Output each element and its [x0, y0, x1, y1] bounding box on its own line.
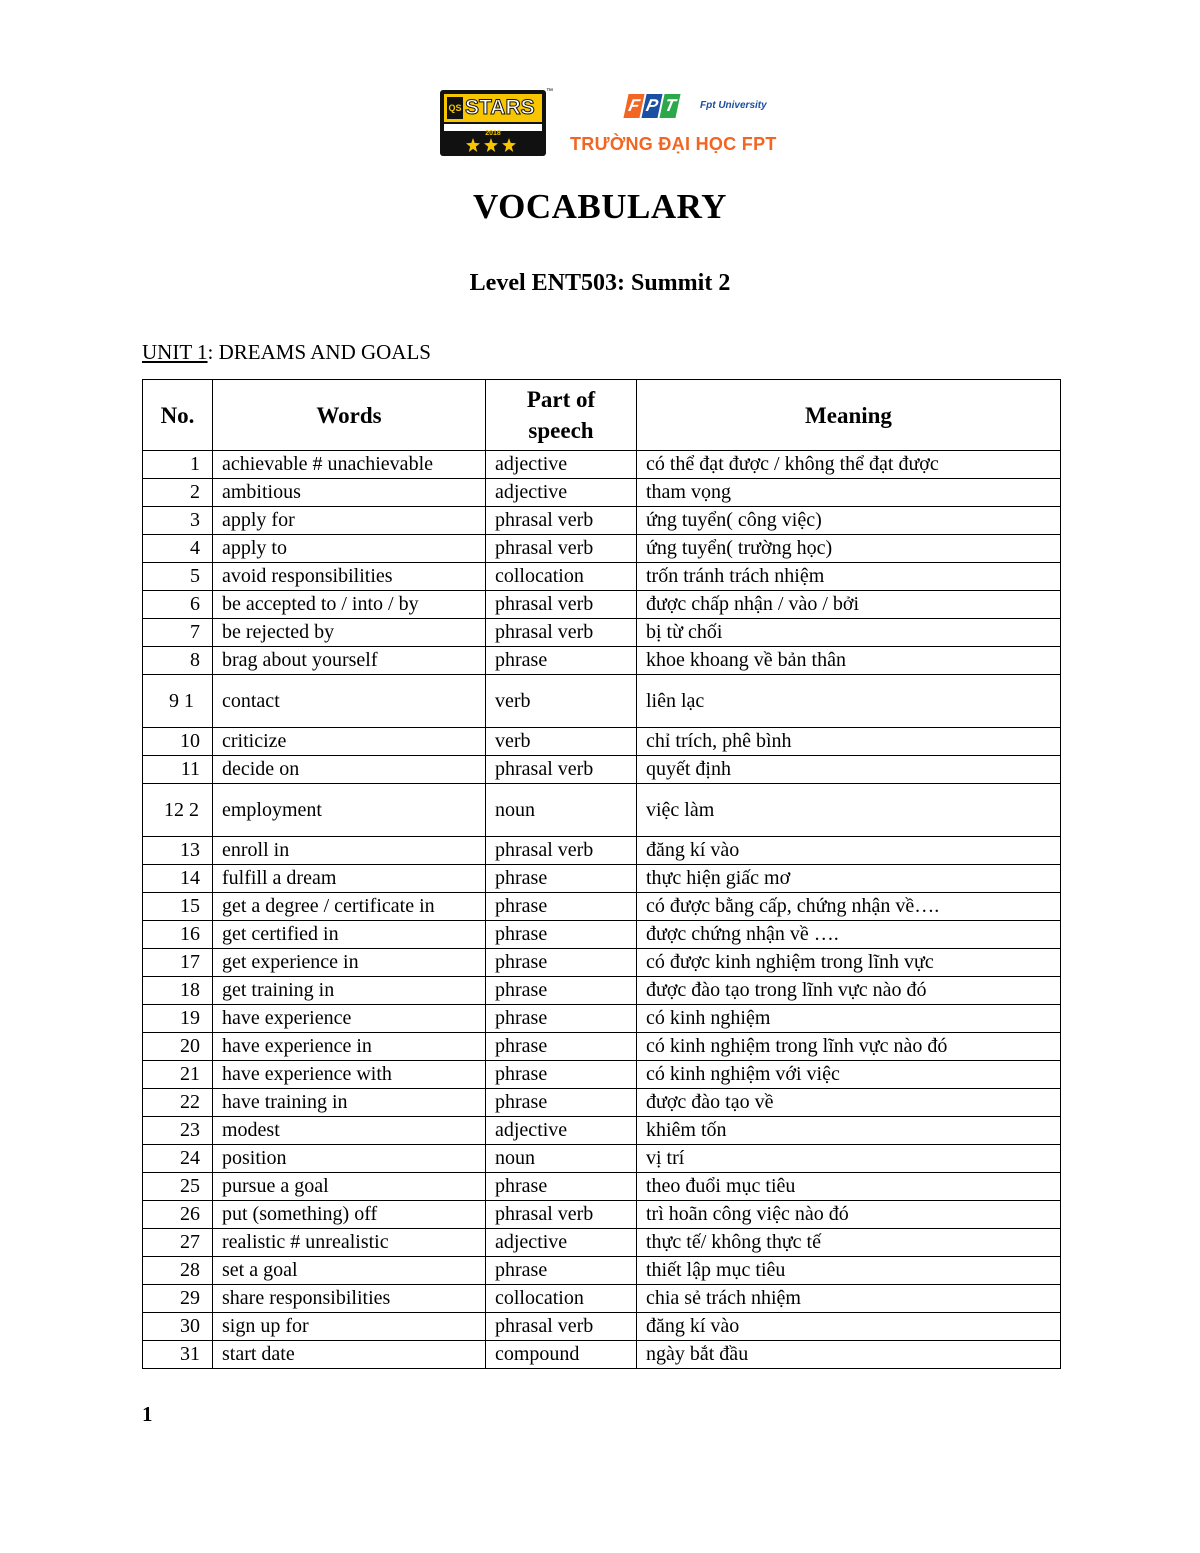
- cell-word: have experience with: [213, 1061, 486, 1089]
- cell-word: have experience in: [213, 1033, 486, 1061]
- level-subtitle: Level ENT503: Summit 2: [469, 270, 731, 296]
- cell-no: 30: [143, 1313, 213, 1341]
- header-no: No.: [143, 380, 213, 451]
- trademark-mark: ™: [546, 88, 553, 95]
- cell-no: 6: [143, 591, 213, 619]
- cell-meaning: vị trí: [637, 1145, 1061, 1173]
- cell-word: apply for: [213, 507, 486, 535]
- unit-name: DREAMS AND GOALS: [218, 340, 431, 364]
- fpt-block-t: T: [659, 94, 680, 118]
- stars-year: 2018: [485, 130, 501, 137]
- cell-word: fulfill a dream: [213, 865, 486, 893]
- qs-stars-logo: [440, 88, 553, 156]
- table-row: [143, 977, 1061, 1005]
- cell-no: 10: [143, 728, 213, 756]
- cell-no: 31: [143, 1341, 213, 1369]
- cell-word: share responsibilities: [213, 1285, 486, 1313]
- table-row: [143, 728, 1061, 756]
- cell-no: 16: [143, 921, 213, 949]
- cell-pos: adjective: [486, 1117, 637, 1145]
- cell-word: realistic # unrealistic: [213, 1229, 486, 1257]
- cell-no: 2: [143, 479, 213, 507]
- table-row: [143, 837, 1061, 865]
- cell-meaning: có thể đạt được / không thể đạt được: [637, 451, 1061, 479]
- cell-no: 3: [143, 507, 213, 535]
- header-words: Words: [213, 380, 486, 451]
- cell-word: get certified in: [213, 921, 486, 949]
- cell-pos: phrase: [486, 865, 637, 893]
- cell-meaning: trì hoãn công việc nào đó: [637, 1201, 1061, 1229]
- qs-mark: QS: [447, 97, 463, 119]
- cell-word: avoid responsibilities: [213, 563, 486, 591]
- table-row: [143, 1089, 1061, 1117]
- cell-meaning: có được bằng cấp, chứng nhận về….: [637, 893, 1061, 921]
- cell-meaning: quyết định: [637, 756, 1061, 784]
- cell-no: 26: [143, 1201, 213, 1229]
- cell-word: position: [213, 1145, 486, 1173]
- cell-pos: phrasal verb: [486, 619, 637, 647]
- cell-pos: phrasal verb: [486, 535, 637, 563]
- cell-word: decide on: [213, 756, 486, 784]
- table-row: [143, 1061, 1061, 1089]
- cell-pos: phrasal verb: [486, 1201, 637, 1229]
- header-part-of-speech: Part of speech: [486, 380, 637, 451]
- cell-no: 12 2: [143, 784, 213, 837]
- cell-word: ambitious: [213, 479, 486, 507]
- cell-pos: phrase: [486, 977, 637, 1005]
- star-icon: [502, 138, 516, 152]
- cell-no: 14: [143, 865, 213, 893]
- cell-pos: adjective: [486, 451, 637, 479]
- table-row: [143, 647, 1061, 675]
- table-row: [143, 591, 1061, 619]
- cell-pos: phrase: [486, 647, 637, 675]
- cell-meaning: có kinh nghiệm với việc: [637, 1061, 1061, 1089]
- cell-meaning: theo đuổi mục tiêu: [637, 1173, 1061, 1201]
- cell-meaning: được chấp nhận / vào / bởi: [637, 591, 1061, 619]
- unit-heading: [142, 340, 431, 365]
- cell-meaning: chỉ trích, phê bình: [637, 728, 1061, 756]
- cell-meaning: đăng kí vào: [637, 1313, 1061, 1341]
- cell-pos: phrasal verb: [486, 591, 637, 619]
- table-row: [143, 535, 1061, 563]
- cell-meaning: đăng kí vào: [637, 837, 1061, 865]
- cell-word: have experience: [213, 1005, 486, 1033]
- cell-word: achievable # unachievable: [213, 451, 486, 479]
- table-row: [143, 507, 1061, 535]
- cell-no: 1: [143, 451, 213, 479]
- cell-word: employment: [213, 784, 486, 837]
- table-row: [143, 949, 1061, 977]
- unit-separator: :: [207, 340, 219, 364]
- cell-word: criticize: [213, 728, 486, 756]
- cell-no: 7: [143, 619, 213, 647]
- cell-meaning: thực hiện giấc mơ: [637, 865, 1061, 893]
- star-icon: [484, 138, 498, 152]
- cell-no: 19: [143, 1005, 213, 1033]
- cell-meaning: ngày bắt đầu: [637, 1341, 1061, 1369]
- cell-meaning: việc làm: [637, 784, 1061, 837]
- table-row: [143, 865, 1061, 893]
- cell-meaning: có kinh nghiệm trong lĩnh vực nào đó: [637, 1033, 1061, 1061]
- cell-no: 5: [143, 563, 213, 591]
- cell-no: 11: [143, 756, 213, 784]
- cell-no: 8: [143, 647, 213, 675]
- fpt-university-text: Fpt University: [700, 100, 767, 111]
- table-row: [143, 451, 1061, 479]
- cell-no: 9 1: [143, 675, 213, 728]
- header-logos: [440, 90, 820, 162]
- table-row: [143, 675, 1061, 728]
- cell-pos: phrase: [486, 1061, 637, 1089]
- cell-no: 23: [143, 1117, 213, 1145]
- fpt-blocks: [623, 94, 682, 118]
- cell-pos: phrase: [486, 1173, 637, 1201]
- table-row: [143, 784, 1061, 837]
- cell-no: 28: [143, 1257, 213, 1285]
- vocabulary-table: [142, 379, 1061, 1369]
- table-row: [143, 1117, 1061, 1145]
- cell-no: 27: [143, 1229, 213, 1257]
- cell-meaning: được chứng nhận về ….: [637, 921, 1061, 949]
- table-header-row: [143, 380, 1061, 451]
- cell-word: sign up for: [213, 1313, 486, 1341]
- table-row: [143, 1341, 1061, 1369]
- table-row: [143, 1285, 1061, 1313]
- cell-word: be accepted to / into / by: [213, 591, 486, 619]
- cell-pos: adjective: [486, 1229, 637, 1257]
- table-row: [143, 563, 1061, 591]
- table-row: [143, 1005, 1061, 1033]
- cell-meaning: có kinh nghiệm: [637, 1005, 1061, 1033]
- table-row: [143, 1033, 1061, 1061]
- fpt-block-f: F: [623, 94, 644, 118]
- cell-no: 17: [143, 949, 213, 977]
- unit-label: UNIT 1: [142, 340, 208, 364]
- cell-no: 15: [143, 893, 213, 921]
- cell-word: get training in: [213, 977, 486, 1005]
- cell-pos: phrase: [486, 893, 637, 921]
- cell-no: 24: [143, 1145, 213, 1173]
- table-row: [143, 1201, 1061, 1229]
- cell-pos: phrasal verb: [486, 756, 637, 784]
- fpt-subtitle: TRƯỜNG ĐẠI HỌC FPT: [570, 134, 777, 154]
- table-row: [143, 479, 1061, 507]
- cell-word: be rejected by: [213, 619, 486, 647]
- table-row: [143, 1145, 1061, 1173]
- cell-word: start date: [213, 1341, 486, 1369]
- cell-pos: phrase: [486, 1033, 637, 1061]
- cell-meaning: trốn tránh trách nhiệm: [637, 563, 1061, 591]
- table-row: [143, 1313, 1061, 1341]
- cell-no: 20: [143, 1033, 213, 1061]
- cell-meaning: bị từ chối: [637, 619, 1061, 647]
- cell-meaning: thiết lập mục tiêu: [637, 1257, 1061, 1285]
- cell-word: put (something) off: [213, 1201, 486, 1229]
- cell-meaning: khoe khoang về bản thân: [637, 647, 1061, 675]
- cell-pos: verb: [486, 675, 637, 728]
- cell-no: 13: [143, 837, 213, 865]
- cell-meaning: được đào tạo trong lĩnh vực nào đó: [637, 977, 1061, 1005]
- cell-pos: phrase: [486, 1005, 637, 1033]
- stars-wordmark: STARS: [465, 96, 535, 119]
- cell-meaning: tham vọng: [637, 479, 1061, 507]
- cell-meaning: ứng tuyển( công việc): [637, 507, 1061, 535]
- cell-word: pursue a goal: [213, 1173, 486, 1201]
- cell-word: get experience in: [213, 949, 486, 977]
- cell-pos: noun: [486, 784, 637, 837]
- header-meaning: Meaning: [637, 380, 1061, 451]
- cell-word: brag about yourself: [213, 647, 486, 675]
- cell-pos: phrasal verb: [486, 837, 637, 865]
- cell-pos: verb: [486, 728, 637, 756]
- table-row: [143, 1257, 1061, 1285]
- cell-word: get a degree / certificate in: [213, 893, 486, 921]
- table-row: [143, 756, 1061, 784]
- cell-meaning: chia sẻ trách nhiệm: [637, 1285, 1061, 1313]
- table-row: [143, 619, 1061, 647]
- cell-pos: collocation: [486, 563, 637, 591]
- stars-rating: [466, 138, 516, 152]
- cell-no: 21: [143, 1061, 213, 1089]
- cell-no: 18: [143, 977, 213, 1005]
- star-icon: [466, 138, 480, 152]
- page-title: VOCABULARY: [473, 187, 727, 226]
- cell-pos: phrase: [486, 1257, 637, 1285]
- cell-meaning: thực tế/ không thực tế: [637, 1229, 1061, 1257]
- cell-pos: adjective: [486, 479, 637, 507]
- cell-pos: phrasal verb: [486, 1313, 637, 1341]
- cell-no: 22: [143, 1089, 213, 1117]
- cell-no: 25: [143, 1173, 213, 1201]
- table-row: [143, 1173, 1061, 1201]
- cell-pos: phrasal verb: [486, 507, 637, 535]
- table-row: [143, 893, 1061, 921]
- cell-word: contact: [213, 675, 486, 728]
- page-number: 1: [142, 1402, 153, 1426]
- cell-no: 29: [143, 1285, 213, 1313]
- cell-meaning: được đào tạo về: [637, 1089, 1061, 1117]
- cell-pos: phrase: [486, 949, 637, 977]
- cell-word: modest: [213, 1117, 486, 1145]
- cell-word: set a goal: [213, 1257, 486, 1285]
- cell-word: have training in: [213, 1089, 486, 1117]
- cell-pos: collocation: [486, 1285, 637, 1313]
- table-row: [143, 1229, 1061, 1257]
- cell-pos: phrase: [486, 1089, 637, 1117]
- cell-no: 4: [143, 535, 213, 563]
- fpt-university-logo: [570, 94, 826, 158]
- cell-meaning: có được kinh nghiệm trong lĩnh vực: [637, 949, 1061, 977]
- cell-pos: noun: [486, 1145, 637, 1173]
- cell-meaning: khiêm tốn: [637, 1117, 1061, 1145]
- cell-pos: compound: [486, 1341, 637, 1369]
- cell-word: apply to: [213, 535, 486, 563]
- table-row: [143, 921, 1061, 949]
- cell-meaning: ứng tuyển( trường học): [637, 535, 1061, 563]
- fpt-block-p: P: [641, 94, 662, 118]
- cell-meaning: liên lạc: [637, 675, 1061, 728]
- cell-word: enroll in: [213, 837, 486, 865]
- cell-pos: phrase: [486, 921, 637, 949]
